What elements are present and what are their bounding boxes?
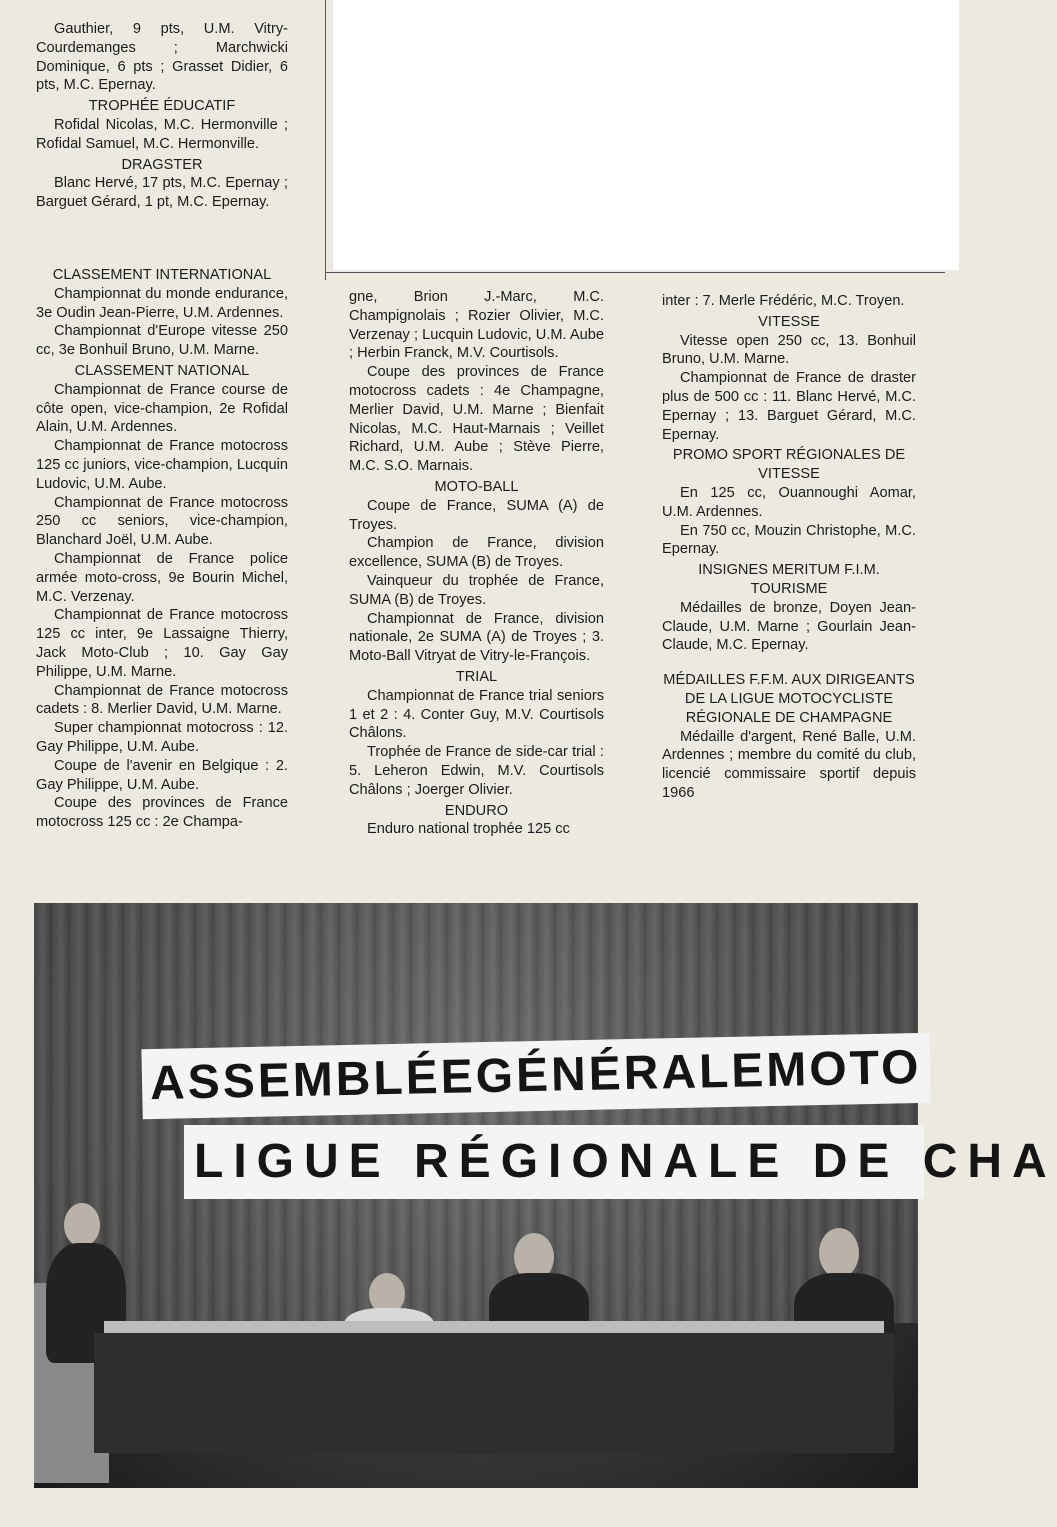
paragraph: inter : 7. Merle Frédéric, M.C. Troyen. — [662, 293, 905, 309]
paragraph: Champion de France, division excellence, SUMA (B) de Troyes. — [349, 535, 604, 571]
paragraph: Championnat de France motocross 125 cc juniors, vice-champion, Lucquin Ludovic, U.M. Aube. — [36, 438, 288, 492]
paragraph: Blanc Hervé, 17 pts, M.C. Epernay ; Barguet Gérard, 1 pt, M.C. Epernay. — [36, 175, 288, 211]
banner-ligue: LIGUE RÉGIONALE DE CHA — [184, 1125, 924, 1199]
meeting-photo — [34, 903, 1057, 1488]
paragraph: Championnat de France police armée moto-cross, 9e Bourin Michel, M.C. Verzenay. — [36, 550, 288, 605]
column-3 — [662, 292, 916, 803]
section-heading: MOTO-BALL — [434, 478, 519, 495]
column-rule-vertical — [325, 0, 326, 280]
column-2 — [349, 288, 604, 839]
section-heading: INSIGNES MERITUM F.I.M. TOURISME — [698, 562, 880, 597]
paragraph: Trophée de France de side-car trial : 5. Leheron Edwin, M.V. Courtisols Châlons ; Joerger Olivier. — [349, 744, 604, 798]
section-heading: CLASSEMENT NATIONAL — [74, 362, 250, 379]
paragraph: Coupe de l'avenir en Belgique : 2. Gay Philippe, U.M. Aube. — [36, 757, 288, 793]
person-3-head — [819, 1228, 859, 1278]
spacer — [662, 655, 916, 669]
paragraph: Coupe de France, SUMA (A) de Troyes. — [349, 497, 604, 533]
paragraph: Rofidal Nicolas, M.C. Hermonville ; Rofidal Samuel, M.C. Hermonville. — [36, 116, 288, 152]
section-heading: PROMO SPORT RÉGIONALES DE VITESSE — [672, 447, 906, 483]
table — [94, 1333, 894, 1453]
paragraph: Gauthier, 9 pts, U.M. Vitry-Courdemanges ; Marchwicki Dominique, 6 pts ; Grasset Didier, 6 pts, M.C. Epernay. — [36, 21, 288, 94]
paragraph: Championnat de France motocross 250 cc seniors, vice-champion, Blanchard Joël, U.M. Aube. — [36, 494, 288, 549]
section-heading: TRIAL — [455, 668, 498, 685]
section-heading: CLASSEMENT INTERNATIONAL — [52, 267, 272, 283]
paragraph: Championnat de France, division nationale, 2e SUMA (A) de Troyes ; 3. Moto-Ball Vitryat de Vitry-le-François. — [349, 610, 604, 665]
paragraph: Championnat d'Europe vitesse 250 cc, 3e Bonhuil Bruno, U.M. Marne. — [36, 323, 288, 359]
column-1-top — [36, 20, 288, 212]
banner-assemblee: ASSEMBLÉEGÉNÉRALEMOTO — [141, 1033, 930, 1119]
paragraph: Médaille d'argent, René Balle, U.M. Ardennes ; membre du comité du club, licencié commissaire sportif depuis 1966 — [662, 728, 916, 801]
paragraph: Coupe des provinces de France motocross 125 cc : 2e Champa- — [36, 795, 288, 831]
paragraph: Championnat de France motocross 125 cc inter, 9e Lassaigne Thierry, Jack Moto-Club ; 10. Gay Gay Philippe, U.M. Marne. — [36, 607, 288, 680]
paragraph: Championnat de France de draster plus de 500 cc : 11. Blanc Hervé, M.C. Epernay ; 13. Barguet Gérard, M.C. Epernay. — [662, 370, 916, 443]
paragraph: Championnat du monde endurance, 3e Oudin Jean-Pierre, U.M. Ardennes. — [36, 285, 288, 321]
section-heading: VITESSE — [758, 313, 820, 330]
column-rule-horizontal — [325, 272, 945, 273]
column-1-bottom — [36, 264, 288, 832]
paragraph: Vitesse open 250 cc, 13. Bonhuil Bruno, U.M. Marne. — [662, 332, 916, 368]
speaker-head — [64, 1203, 100, 1247]
blank-area — [333, 0, 959, 270]
paragraph: Médailles de bronze, Doyen Jean-Claude, U.M. Marne ; Gourlain Jean-Claude, M.C. Epernay. — [662, 599, 916, 654]
paragraph: Championnat de France trial seniors 1 et 2 : 4. Conter Guy, M.V. Courtisols Châlons. — [349, 687, 604, 742]
paragraph: Vainqueur du trophée de France, SUMA (B) de Troyes. — [349, 572, 604, 608]
section-heading: TROPHÉE ÉDUCATIF — [88, 98, 236, 115]
paragraph: Super championnat motocross : 12. Gay Philippe, U.M. Aube. — [36, 720, 288, 755]
paragraph: En 125 cc, Ouannoughi Aomar, U.M. Ardennes. — [662, 484, 916, 520]
section-heading: MÉDAILLES F.F.M. AUX DIRIGEANTS DE LA LIGUE MOTOCYCLISTE RÉGIONALE DE CHAMPAGNE — [663, 672, 915, 726]
paragraph: En 750 cc, Mouzin Christophe, M.C. Epernay. — [662, 522, 916, 558]
paragraph: Coupe des provinces de France motocross cadets : 4e Champagne, Merlier David, U.M. Marne ; Bienfait Nicolas, M.C. Haut-Marnais ; Veillet Richard, U.M. Aube ; Stève Pierre, M.C. S.O. Marnais. — [349, 364, 604, 475]
paragraph: Enduro national trophée 125 cc — [367, 821, 570, 838]
paragraph: Championnat de France course de côte open, vice-champion, 2e Rofidal Alain, U.M. Ardennes. — [36, 381, 288, 436]
paragraph: Championnat de France motocross cadets : 8. Merlier David, U.M. Marne. — [36, 682, 288, 718]
section-heading: DRAGSTER — [121, 156, 203, 173]
section-heading: ENDURO — [444, 802, 509, 819]
paragraph: gne, Brion J.-Marc, M.C. Champignolais ; Rozier Olivier, M.C. Verzenay ; Lucquin Ludovic, U.M. Aube ; Herbin Franck, M.V. Courtisols. — [349, 289, 604, 362]
